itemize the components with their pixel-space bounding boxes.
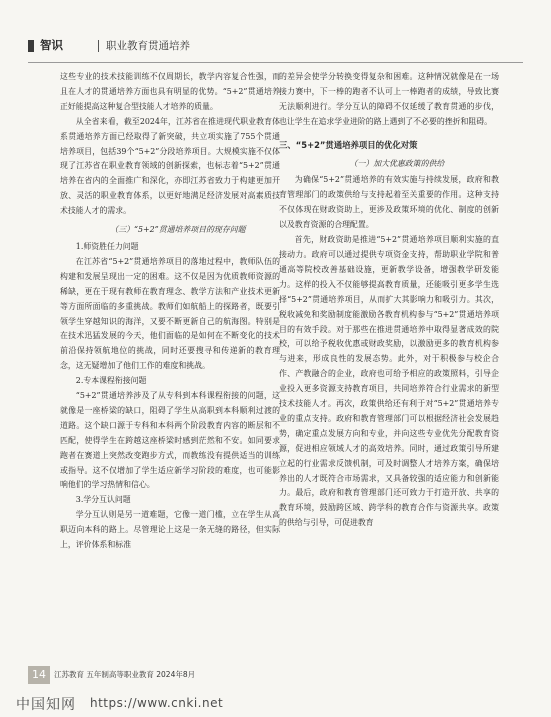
paragraph: 从全省来看，截至2024年，江苏省在推进现代职业教育体系贯通培养方面已经取得了新突破，共立项实施了755个贯通培养项目，包括39个“5+2”分段培养项目。大规模实施不仅体现了江苏省在职业教育领域的创新探索，也标志着“5+2”贯通培养在省内的全面推广和深化，亦即江苏省致力于构建更加开放、灵活的职业教育体系，以更好地满足经济发展对高素质技术技能人才的需求。 [60,116,280,216]
paragraph: 2.专本课程衔接问题 [75,376,147,386]
journal-info: 江苏教育 五年制高等职业教育 2024年8月 [54,670,196,679]
header-divider [98,40,99,52]
subsection-heading: （一）加大优惠政策的供给 [349,158,445,168]
header-rule [28,62,523,63]
page-footer [0,666,551,717]
running-title: 职业教育贯通培养 [106,40,190,52]
paragraph: 这些专业的技术技能训练不仅周期长，教学内容复合性强，而且在人才的贯通培养方面也具有明显的优势。“5+2”贯通培养正好能提高这种复合型技能人才培养的质量。 [60,72,280,111]
section-title: 智识 [40,38,63,52]
paragraph: 1.师资胜任力问题 [75,241,139,251]
paragraph: 学分互认则是另一道难题，它像一道门槛，立在学生从高职迈向本科的路上。尽管理论上这是一条无缝的路径，但实际上，评价体系和标准 [60,510,280,550]
section-marker-bar [28,40,34,52]
paragraph: “5+2”贯通培养涉及了从专科到本科课程衔接的问题，这就像是一座桥梁的缺口，阻碍了学生从高职到本科顺利过渡的道路。这个缺口源于专科和本科两个阶段教育内容的断层和不匹配，使得学生在跨越这座桥梁时感到茫然和不安。如同要求跑者在赛道上突然改变跑步方式，而教练没有提供适当的训练或指导。这不仅增加了学生适应新学习阶段的难度，也可能影响他们的学习热情和信心。 [60,391,280,490]
right-text-column [279,70,499,531]
paragraph: 首先，财政资助是推进“5+2”贯通培养项目顺利实施的直接动力。政府可以通过提供专项资金支持，帮助职业学院和普通高等院校改善基础设施，更新教学设备，增强教学研发能力。这样的投入不仅能够提高教育质量，还能吸引更多学生选择“5+2”贯通培养项目，从而扩大其影响力和吸引力。其次，税收减免和奖励制度能激励各教育机构参与“5+2”贯通培养项目的有效手段。对于那些在推进贯通培养中取得显著成效的院校，可以给予税收优惠或财政奖励，以激励更多的教育机构参与进来，形成良性的发展态势。此外，对于积极参与校企合作、产教融合的企业，政府也可给予相应的政策照料，引导企业投入更多资源支持教育项目，共同培养符合行业需求的新型技术技能人才。再次，政策供给还有利于对“5+2”贯通培养专业的重点支持。政府和教育管理部门可以根据经济社会发展趋势，确定重点发展方向和专业，并向这些专业优先分配教育资源，促进相应领域人才的高效培养。同时，通过政策引导所建立起的行业需求反馈机制，可及时调整人才培养方案，确保培养出的人才既符合市场需求，又具备较强的适应能力和创新能力。最后，政府和教育管理部门还可致力于打造开放、共享的教育环境，鼓励跨区域、跨学科的教育合作与资源共享。政策的供给与引导，可促进教育 [279,235,499,528]
page-header [0,0,551,62]
subsection-heading: （三）“5+2”贯通培养项目的现存问题 [110,225,246,235]
page-number: 14 [28,666,50,684]
paragraph: 在江苏省“5+2”贯通培养项目的落地过程中，教师队伍的构建和发展呈现出一定的困难。这不仅是因为优质教师资源的稀缺，更在于现有教师在教育理念、教学方法和产业技术更新等方面所面临的多重挑战。教师们如航船上的探路者，既要引领学生穿越知识的海洋，又要不断更新自己的航海图。特别是在技术迅猛发展的今天，他们面临的是如何在不断变化的技术前沿保持领航地位的挑战，同时还要搜寻和传递新的教育理念，这无疑增加了他们工作的难度和挑战。 [60,256,280,371]
paragraph: 3.学分互认问题 [75,495,131,505]
section-heading: 三、“5+2”贯通培养项目的优化对策 [279,139,418,150]
cnki-watermark-logo: 中国知网 [16,697,76,713]
paragraph: 为确保“5+2”贯通培养的有效实施与持续发展，政府和教育管理部门的政策供给与支持起着至关重要的作用。这种支持不仅体现在财政资助上，更涉及政策环境的优化、制度的创新以及教育资源的合理配置。 [279,175,499,230]
left-text-column [60,70,280,553]
paragraph: 的差异会使学分转换变得复杂和困难。这种情况就像是在一场接力赛中，下一棒的跑者不认可上一棒跑者的成绩，导致比赛无法顺利进行。学分互认的障碍不仅延缓了教育贯通的步伐，也让学生在追求学业进阶的路上遇到了不必要的挫折和阻碍。 [279,72,499,126]
cnki-watermark-url: https://www.cnki.net [90,696,224,710]
